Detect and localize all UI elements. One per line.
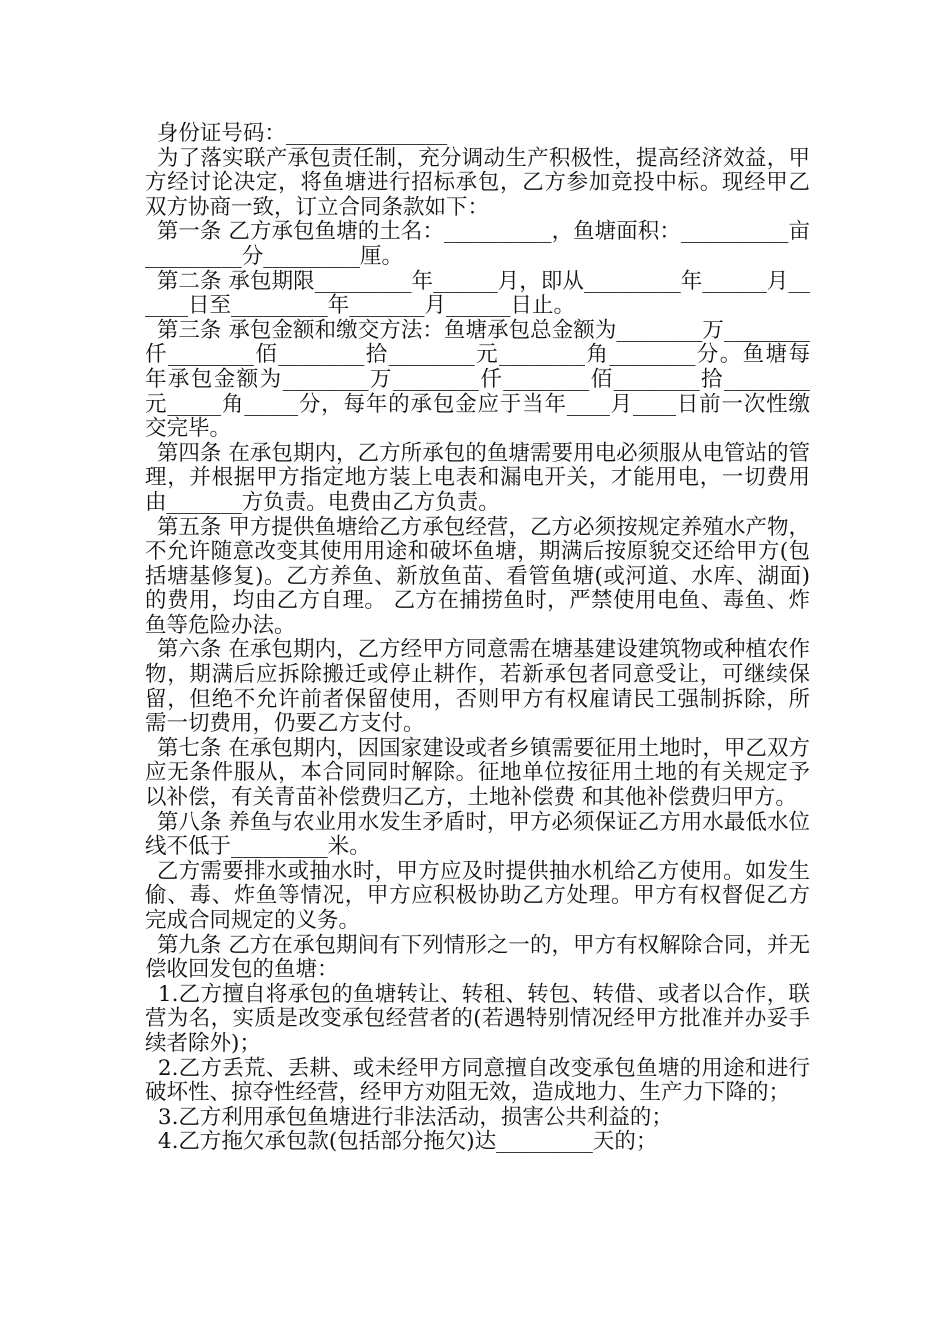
- article-5: 第五条 甲方提供鱼塘给乙方承包经营，乙方必须按规定养殖水产物，不允许随意改变其使用用途和破坏鱼塘，期满后按原貌交还给甲方(包括塘基修复)。乙方养鱼、新放鱼苗、看管鱼塘(或河道、水库、湖面)的费用，均由乙方自理。 乙方在捕捞鱼时，严禁使用电鱼、毒鱼、炸鱼等危险办法。: [145, 514, 810, 638]
- article-8-continued: 乙方需要排水或抽水时，甲方应及时提供抽水机给乙方使用。如发生偷、毒、炸鱼等情况，甲方应积极协助乙方处理。甲方有权督促乙方完成合同规定的义务。: [145, 858, 810, 933]
- article-9-item-2: 2.乙方丢荒、丢耕、或未经甲方同意擅自改变承包鱼塘的用途和进行破坏性、掠夺性经营，经甲方劝阻无效，造成地力、生产力下降的；: [145, 1055, 810, 1106]
- article-2: 第二条 承包期限_________年______月，即从_________年______月______日至_________年_______月______日止。: [145, 268, 810, 319]
- article-9-item-3: 3.乙方利用承包鱼塘进行非法活动，损害公共利益的；: [157, 1104, 673, 1130]
- article-9: 第九条 乙方在承包期间有下列情形之一的，甲方有权解除合同，并无偿收回发包的鱼塘：: [145, 932, 810, 983]
- article-6: 第六条 在承包期内，乙方经甲方同意需在塘基建设建筑物或种植农作物，期满后应拆除搬迁或停止耕作，若新承包者同意受让，可继续保留，但绝不允许前者保留使用，否则甲方有权雇请民工强制拆除，所需一切费用，仍要乙方支付。: [145, 637, 810, 737]
- contract-body: [145, 122, 810, 1155]
- article-3: 第三条 承包金额和缴交方法：鱼塘承包总金额为________万________仟________佰________拾________元________角________分。鱼塘每年承包金额为________万________仟________佰________拾________元_____角_____分，每年的承包金应于当年____月____日前一次性缴交完毕。: [145, 317, 810, 442]
- article-9-item-4: 4.乙方拖欠承包款(包括部分拖欠)达_________天的；: [157, 1129, 658, 1155]
- article-4: 第四条 在承包期内，乙方所承包的鱼塘需要用电必须服从电管站的管理，并根据甲方指定地方装上电表和漏电开关，才能用电，一切费用由_______方负责。电费由乙方负责。: [145, 440, 810, 515]
- id-number-line: 身份证号码：_______________: [156, 121, 448, 146]
- article-8: 第八条 养鱼与农业用水发生矛盾时，甲方必须保证乙方用水最低水位线不低于_________米。: [145, 809, 810, 860]
- article-1: 第一条 乙方承包鱼塘的土名：__________，鱼塘面积：__________亩_________分_________厘。: [145, 219, 810, 269]
- contract-preamble: 为了落实联产承包责任制，充分调动生产积极性，提高经济效益，甲方经讨论决定，将鱼塘进行招标承包，乙方参加竞投中标。现经甲乙双方协商一致，订立合同条款如下：: [145, 145, 810, 220]
- article-9-item-1: 1.乙方擅自将承包的鱼塘转让、转租、转包、转借、或者以合作，联营为名，实质是改变承包经营者的(若遇特别情况经甲方批准并办妥手续者除外)；: [145, 981, 810, 1056]
- article-7: 第七条 在承包期内，因国家建设或者乡镇需要征用土地时，甲乙双方应无条件服从，本合同同时解除。征地单位按征用土地的有关规定予以补偿，有关青苗补偿费归乙方，土地补偿费 和其他补偿费归甲方。: [145, 735, 810, 811]
